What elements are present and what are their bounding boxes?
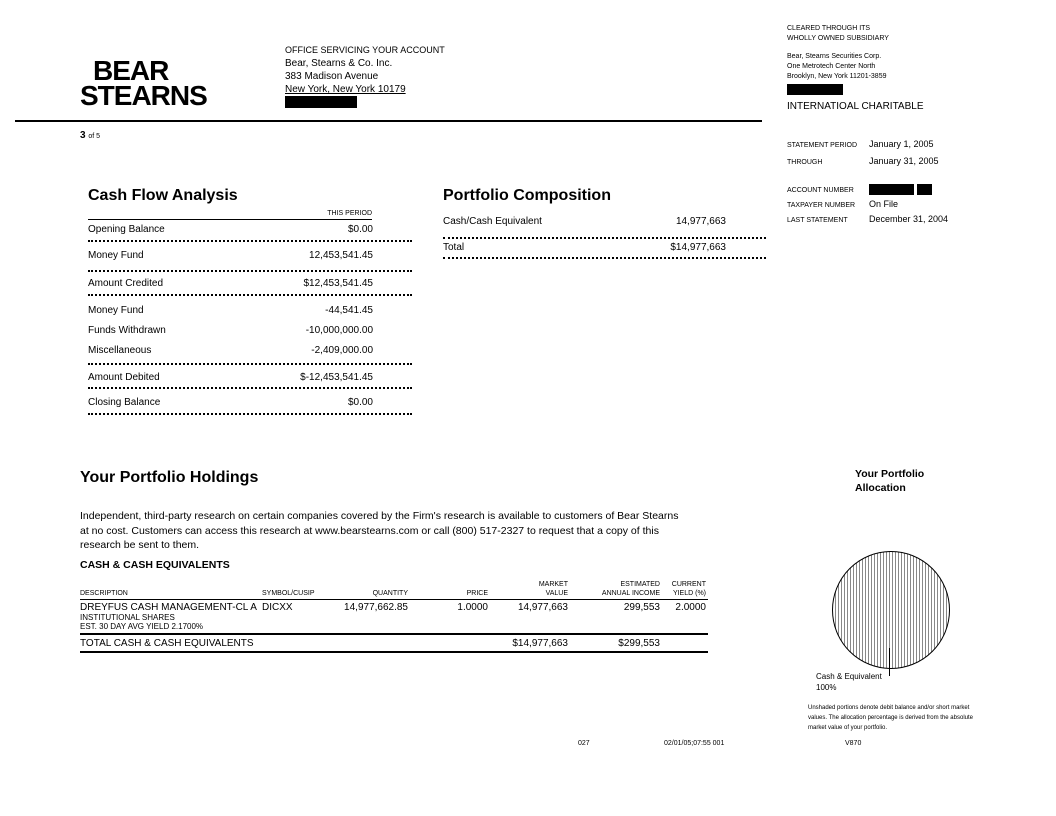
holding-annual-income: 299,553 xyxy=(623,602,660,613)
clearing-address-1: One Metrotech Center North xyxy=(787,63,876,70)
cash-flow-row xyxy=(88,365,412,389)
row-value: $12,453,541.45 xyxy=(303,278,373,289)
row-value: -44,541.45 xyxy=(325,305,373,316)
portfolio-composition-title: Portfolio Composition xyxy=(443,187,611,204)
row-value: $0.00 xyxy=(347,224,373,235)
cash-flow-row xyxy=(88,220,412,242)
row-label: Funds Withdrawn xyxy=(88,325,166,336)
portfolio-holdings-title: Your Portfolio Holdings xyxy=(80,469,259,486)
bear-stearns-logo xyxy=(80,55,207,111)
row-value: $-12,453,541.45 xyxy=(300,372,373,383)
logo-line-2: STEARNS xyxy=(80,80,207,111)
clearing-address xyxy=(787,52,887,99)
holding-symbol: DICXX xyxy=(262,602,293,613)
row-value: $14,977,663 xyxy=(670,242,726,253)
last-statement-value: December 31, 2004 xyxy=(869,214,949,224)
row-value: 14,977,663 xyxy=(675,216,726,227)
row-value: -10,000,000.00 xyxy=(305,325,373,336)
office-line-3: New York, New York 10179 xyxy=(285,84,406,95)
col-market-value xyxy=(490,580,570,600)
taxpayer-label: TAXPAYER NUMBER xyxy=(787,202,856,209)
office-heading: OFFICE SERVICING YOUR ACCOUNT xyxy=(285,45,445,55)
footer-timestamp: 02/01/05;07:55 001 xyxy=(664,740,725,747)
table-total-row xyxy=(80,634,708,652)
holding-market-value: 14,977,663 xyxy=(517,602,568,613)
composition-total-row xyxy=(443,239,766,259)
allocation-pie-chart xyxy=(832,551,950,669)
holding-yield: 2.0000 xyxy=(675,602,706,613)
holding-subline-1: INSTITUTIONAL SHARES xyxy=(80,613,175,622)
col-market-value-line-2: VALUE xyxy=(545,590,568,597)
allocation-title xyxy=(855,467,924,495)
col-market-value-line-1: MARKET xyxy=(538,581,568,588)
col-yield-line-2: YIELD (%) xyxy=(672,590,706,597)
pie-leader-line xyxy=(889,648,890,676)
holding-description xyxy=(80,600,262,635)
row-label: Amount Credited xyxy=(88,278,164,289)
footer-code-2: V870 xyxy=(845,740,862,747)
cash-flow-analysis xyxy=(88,187,412,415)
col-price: PRICE xyxy=(410,580,490,600)
cash-flow-row xyxy=(88,389,412,415)
clearing-name: Bear, Stearns Securities Corp. xyxy=(787,53,882,60)
row-label: Total xyxy=(443,242,465,253)
portfolio-composition xyxy=(443,187,766,259)
col-income-line-1: ESTIMATED xyxy=(620,581,660,588)
office-line-1: Bear, Stearns & Co. Inc. xyxy=(285,58,393,69)
period-label: STATEMENT PERIOD xyxy=(787,142,858,149)
total-market-value: $14,977,663 xyxy=(490,634,570,652)
cash-equivalents-heading: CASH & CASH EQUIVALENTS xyxy=(80,559,230,571)
row-value: $0.00 xyxy=(347,397,373,408)
page-current: 3 xyxy=(80,130,86,141)
footer-code-1: 027 xyxy=(578,740,590,747)
row-label: Money Fund xyxy=(88,305,144,316)
col-income-line-2: ANNUAL INCOME xyxy=(601,590,660,597)
redaction-block xyxy=(787,84,843,95)
research-note: Independent, third-party research on certain companies covered by the Firm's research is available to customers of Bear Stearns at no cost. Customers can access this research at www.bearstearns.com or call (800) 517-2327 to request that a copy of this research be sent to them. xyxy=(80,510,679,551)
taxpayer-value: On File xyxy=(869,199,899,209)
through-label: THROUGH xyxy=(787,159,823,166)
table-row xyxy=(80,600,708,635)
header-rule xyxy=(15,120,762,122)
row-value: 12,453,541.45 xyxy=(309,250,373,261)
col-yield xyxy=(662,580,708,600)
page-of: of 5 xyxy=(88,133,101,140)
clearing-address-2: Brooklyn, New York 11201-3859 xyxy=(787,73,887,80)
total-label: TOTAL CASH & CASH EQUIVALENTS xyxy=(80,634,490,652)
allocation-title-line-1: Your Portfolio xyxy=(855,468,925,480)
through-value: January 31, 2005 xyxy=(869,156,939,166)
table-header-row xyxy=(80,580,708,600)
cash-flow-row xyxy=(88,272,412,296)
clearing-line-2: WHOLLY OWNED SUBSIDIARY xyxy=(787,35,889,42)
allocation-title-line-2: Allocation xyxy=(855,482,906,494)
slice-percent: 100% xyxy=(816,683,837,692)
this-period-header: THIS PERIOD xyxy=(88,210,372,220)
col-description: DESCRIPTION xyxy=(80,580,262,600)
account-name: INTERNATIOAL CHARITABLE xyxy=(787,101,924,112)
total-annual-income: $299,553 xyxy=(570,634,662,652)
redaction-block xyxy=(917,184,932,195)
col-annual-income xyxy=(570,580,662,600)
col-yield-line-1: CURRENT xyxy=(671,581,706,588)
col-symbol: SYMBOL/CUSIP xyxy=(262,580,326,600)
row-label: Money Fund xyxy=(88,250,144,261)
page-number xyxy=(80,130,100,141)
redaction-block xyxy=(869,184,914,195)
col-quantity: QUANTITY xyxy=(326,580,410,600)
row-value: -2,409,000.00 xyxy=(311,345,373,356)
account-label: ACCOUNT NUMBER xyxy=(787,187,854,194)
holdings-table xyxy=(80,580,708,653)
row-label: Closing Balance xyxy=(88,397,161,408)
row-label: Opening Balance xyxy=(88,224,165,235)
holding-subline-2: EST. 30 DAY AVG YIELD 2.1700% xyxy=(80,622,204,631)
statement-period xyxy=(787,137,939,171)
period-value: January 1, 2005 xyxy=(869,139,934,149)
slice-label: Cash & Equivalent xyxy=(816,672,882,681)
pie-slice-label xyxy=(816,671,882,693)
holding-name: DREYFUS CASH MANAGEMENT-CL A xyxy=(80,602,257,613)
composition-row xyxy=(443,213,766,239)
logo-line-1: BEAR xyxy=(93,55,169,86)
allocation-note: Unshaded portions denote debit balance and/or short market values. The allocation percentage is derived from the absolute market value of your portfolio. xyxy=(808,705,973,731)
holding-quantity: 14,977,662.85 xyxy=(344,602,408,613)
office-line-2: 383 Madison Avenue xyxy=(285,71,379,82)
office-address xyxy=(285,44,445,112)
row-label: Cash/Cash Equivalent xyxy=(443,216,542,227)
cash-flow-title: Cash Flow Analysis xyxy=(88,187,238,204)
row-label: Amount Debited xyxy=(88,372,160,383)
total-yield-empty xyxy=(662,634,708,652)
account-info xyxy=(787,183,948,228)
clearing-notice xyxy=(787,24,889,44)
cash-flow-row xyxy=(88,242,412,272)
cash-flow-row xyxy=(88,321,412,341)
holding-price: 1.0000 xyxy=(457,602,488,613)
redaction-block xyxy=(285,96,357,108)
cash-flow-row xyxy=(88,341,412,365)
cash-flow-row xyxy=(88,301,412,321)
clearing-line-1: CLEARED THROUGH ITS xyxy=(787,25,871,32)
last-statement-label: LAST STATEMENT xyxy=(787,217,848,224)
row-label: Miscellaneous xyxy=(88,345,152,356)
